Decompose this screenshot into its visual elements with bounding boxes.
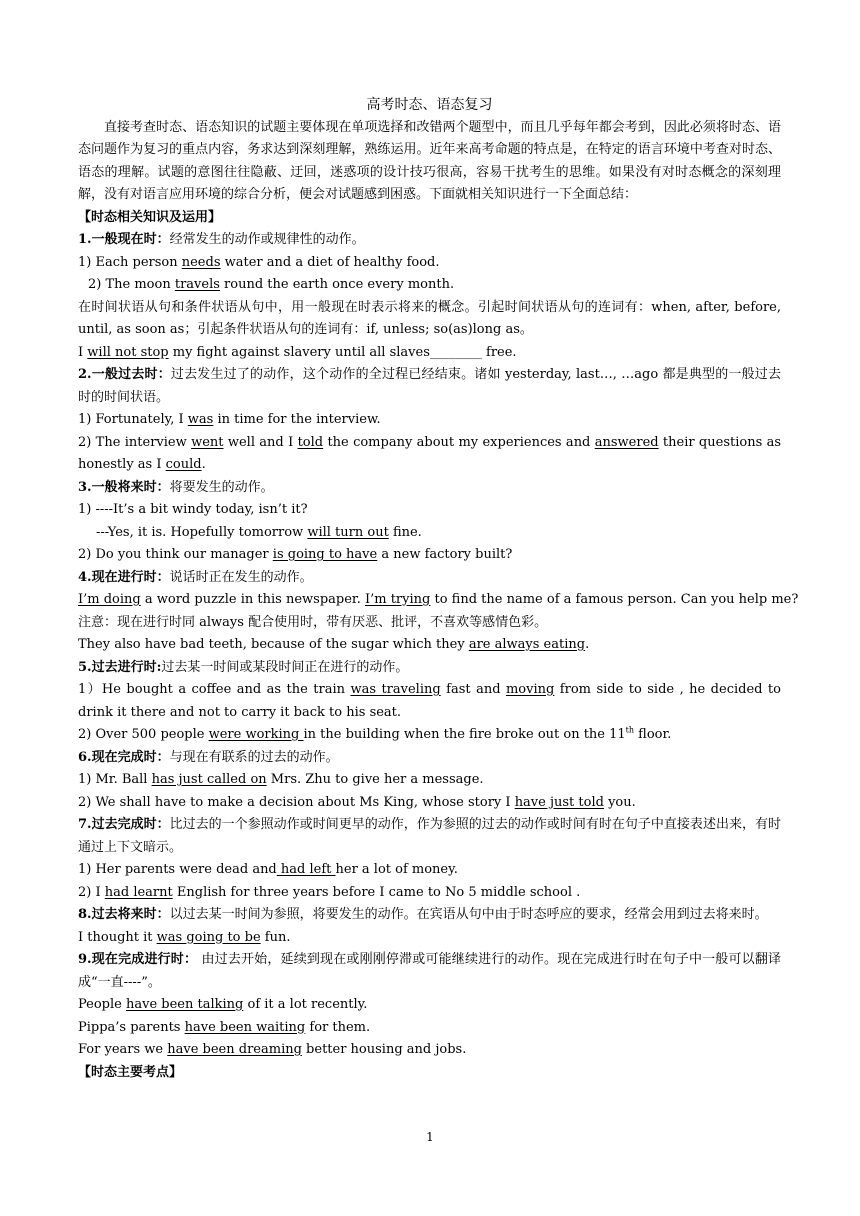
example-sentence: 2) Over 500 people were working in the building when the fire broke out on the 11th floor. (78, 725, 672, 742)
example-sentence: 1) Her parents were dead and had left her a lot of money. (78, 862, 458, 877)
example-sentence: For years we have been dreaming better housing and jobs. (78, 1042, 467, 1057)
example-sentence: ---Yes, it is. Hopefully tomorrow will turn out fine. (96, 524, 422, 540)
tense-1-heading: 1.一般现在时：经常发生的动作或规律性的动作。 (78, 232, 365, 247)
example-sentence: 2) The moon travels round the earth once every month. (88, 277, 455, 292)
example-sentence: 1) Fortunately, I was in time for the interview. (78, 412, 381, 427)
example-sentence: People have been talking of it a lot recently. (78, 997, 368, 1012)
example-sentence: 1) Mr. Ball has just called on Mrs. Zhu to give her a message. (78, 772, 484, 787)
example-sentence: 1) ----It’s a bit windy today, isn’t it? (78, 502, 308, 517)
example-sentence: I thought it was going to be fun. (78, 929, 291, 945)
document-title: 高考时态、语态复习 (366, 97, 493, 113)
intro-paragraph: 直接考查时态、语态知识的试题主要体现在单项选择和改错两个题型中，而且几乎每年都会考到，因此必须将时态、语态问题作为复习的重点内容，务求达到深刻理解，熟练运用。近年来高考命题的特点是，在特定的语言环境中考查对时态、语态的理解。试题的意图往往隐蔽、迂回，迷惑项的设计技巧很高，容易干扰考生的思维。如果没有对时态概念的深刻理解，没有对语言应用环境的综合分析，便会对试题感到困惑。下面就相关知识进行一下全面总结： (78, 119, 781, 202)
example-sentence: I will not stop my fight against slavery until all slaves________ free. (78, 344, 517, 360)
section-heading-knowledge: 【时态相关知识及运用】 (78, 209, 222, 225)
example-sentence: 2) The interview went well and I told the company about my experiences and answered their questions as honestly as I could. (78, 434, 782, 472)
example-sentence: Pippa’s parents have been waiting for them. (78, 1019, 371, 1035)
example-sentence: 1）He bought a coffee and as the train was traveling fast and moving from side to side , he decided to drink it there and not to carry it back to his seat. (78, 682, 781, 720)
note-paragraph: 在时间状语从句和条件状语从句中，用一般现在时表示将来的概念。引起时间状语从句的连词有：when, after, before, until, as soon as；引起条件状语从句的连词有：if, unless; so(as)long as。 (78, 299, 781, 337)
tense-4-heading: 4.现在进行时：说话时正在发生的动作。 (78, 569, 313, 585)
example-sentence: They also have bad teeth, because of the sugar which they are always eating. (78, 637, 590, 652)
tense-3-heading: 3.一般将来时：将要发生的动作。 (78, 479, 274, 495)
tense-6-heading: 6.现在完成时：与现在有联系的过去的动作。 (78, 749, 339, 765)
tense-7-heading: 7.过去完成时：比过去的一个参照动作或时间更早的动作，作为参照的过去的动作或时间有时在句子中直接表述出来，有时通过上下文暗示。 (78, 817, 781, 855)
example-sentence: 2) We shall have to make a decision about Ms King, whose story I have just told you. (78, 794, 636, 810)
example-sentence: 1) Each person needs water and a diet of healthy food. (78, 254, 440, 270)
document-body (78, 80, 799, 1084)
tense-8-heading: 8.过去将来时：以过去某一时间为参照，将要发生的动作。在宾语从句中由于时态呼应的要求，经常会用到过去将来时。 (78, 907, 768, 922)
example-sentence: 2) Do you think our manager is going to have a new factory built? (78, 547, 513, 562)
tense-9-heading: 9.现在完成进行时： 由过去开始，延续到现在或刚刚停滞或可能继续进行的动作。现在完成进行时在句子中一般可以翻译成“一直----”。 (78, 952, 781, 990)
tense-5-heading: 5.过去进行时:过去某一时间或某段时间正在进行的动作。 (78, 659, 409, 675)
note-paragraph: 注意：现在进行时同 always 配合使用时，带有厌恶、批评，不喜欢等感情色彩。 (78, 614, 548, 630)
page-number: 1 (426, 1130, 434, 1144)
example-sentence: I’m doing a word puzzle in this newspaper. I’m trying to find the name of a famous person. Can you help me? (78, 592, 799, 607)
example-sentence: 2) I had learnt English for three years before I came to No 5 middle school . (78, 884, 581, 900)
tense-2-heading: 2.一般过去时：过去发生过了的动作，这个动作的全过程已经结束。诸如 yesterday, last…, …ago 都是典型的一般过去时的时间状语。 (78, 367, 781, 405)
section-heading-key-points: 【时态主要考点】 (78, 1064, 183, 1080)
